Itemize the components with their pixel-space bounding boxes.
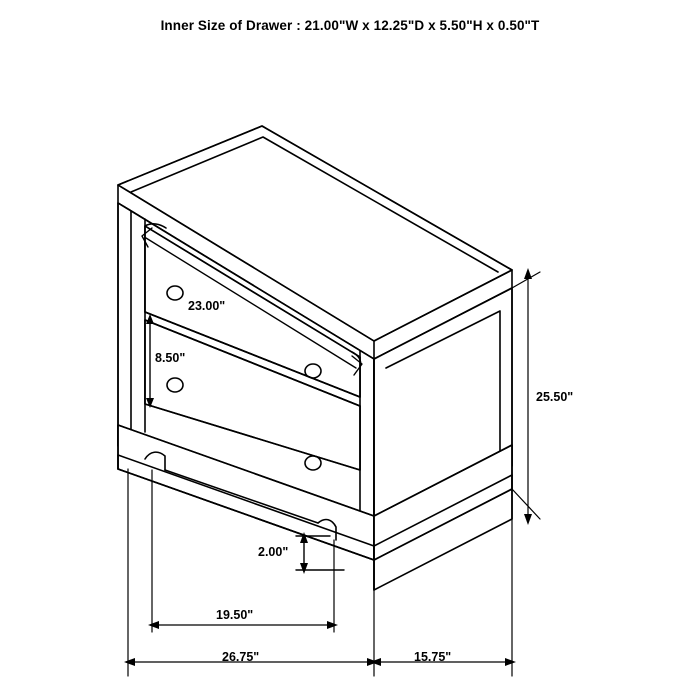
label-drawer-width-23: 23.00" [188, 299, 226, 313]
label-total-height-25-5: 25.50" [536, 390, 574, 404]
label-drawer-height-8-5: 8.50" [155, 351, 186, 365]
label-base-inner-19-5: 19.50" [216, 608, 254, 622]
label-clearance-2-0: 2.00" [258, 545, 289, 559]
label-front-width-26-75: 26.75" [222, 650, 260, 664]
page-title: Inner Size of Drawer : 21.00"W x 12.25"D x 5.50"H x 0.50"T [160, 18, 540, 33]
label-side-depth-15-75: 15.75" [414, 650, 452, 664]
